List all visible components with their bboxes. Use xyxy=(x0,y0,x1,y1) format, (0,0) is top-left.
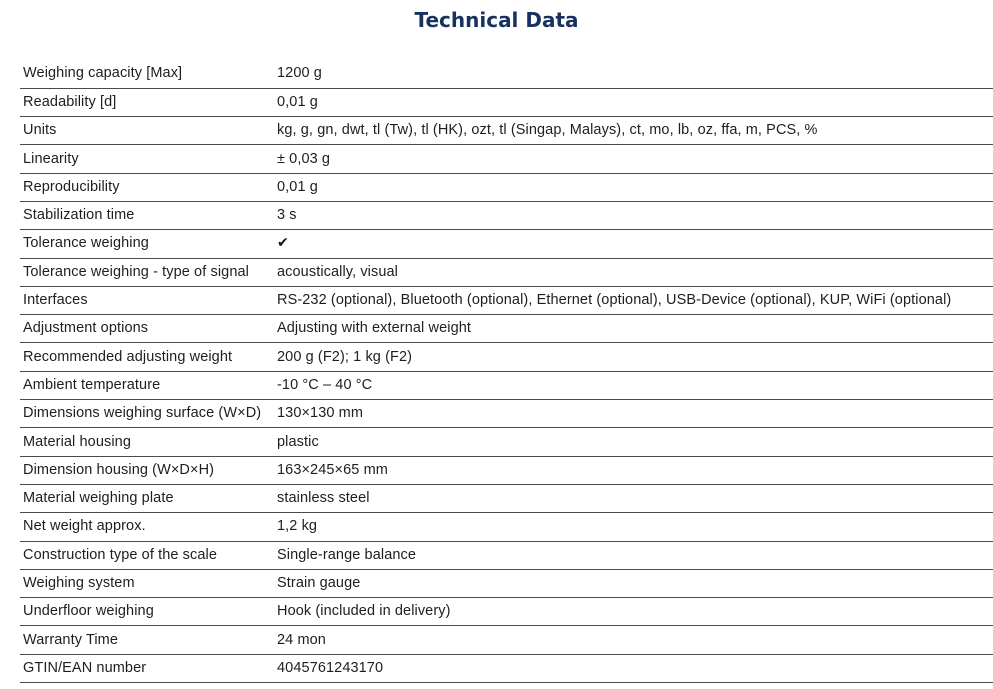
spec-table xyxy=(20,60,993,683)
table-row xyxy=(20,258,993,286)
spec-value: 200 g (F2); 1 kg (F2) xyxy=(274,343,993,371)
spec-label: Underfloor weighing xyxy=(20,598,274,626)
spec-value: 24 mon xyxy=(274,626,993,654)
table-row xyxy=(20,428,993,456)
spec-label: Interfaces xyxy=(20,286,274,314)
table-row xyxy=(20,513,993,541)
spec-label: Dimension housing (W×D×H) xyxy=(20,456,274,484)
table-row xyxy=(20,60,993,88)
table-row xyxy=(20,371,993,399)
spec-label: Construction type of the scale xyxy=(20,541,274,569)
spec-value xyxy=(274,230,993,258)
spec-label: GTIN/EAN number xyxy=(20,654,274,682)
spec-label: Reproducibility xyxy=(20,173,274,201)
spec-label: Adjustment options xyxy=(20,315,274,343)
spec-value: stainless steel xyxy=(274,484,993,512)
spec-value: Single-range balance xyxy=(274,541,993,569)
table-row xyxy=(20,541,993,569)
table-row xyxy=(20,456,993,484)
spec-value: 3 s xyxy=(274,201,993,229)
spec-label: Tolerance weighing - type of signal xyxy=(20,258,274,286)
spec-value: 1,2 kg xyxy=(274,513,993,541)
spec-label: Readability [d] xyxy=(20,88,274,116)
spec-label: Tolerance weighing xyxy=(20,230,274,258)
table-row xyxy=(20,484,993,512)
table-row xyxy=(20,400,993,428)
table-row xyxy=(20,626,993,654)
table-row xyxy=(20,315,993,343)
spec-value: ± 0,03 g xyxy=(274,145,993,173)
spec-value: 163×245×65 mm xyxy=(274,456,993,484)
spec-value: Adjusting with external weight xyxy=(274,315,993,343)
spec-value: Hook (included in delivery) xyxy=(274,598,993,626)
table-row xyxy=(20,145,993,173)
spec-value: kg, g, gn, dwt, tl (Tw), tl (HK), ozt, tl (Singap, Malays), ct, mo, lb, oz, ffa, m, PCS, % xyxy=(274,117,993,145)
table-row xyxy=(20,343,993,371)
table-row xyxy=(20,569,993,597)
table-row xyxy=(20,201,993,229)
spec-label: Weighing capacity [Max] xyxy=(20,60,274,88)
spec-value: acoustically, visual xyxy=(274,258,993,286)
spec-value: -10 °C – 40 °C xyxy=(274,371,993,399)
spec-value: Strain gauge xyxy=(274,569,993,597)
spec-label: Units xyxy=(20,117,274,145)
table-row xyxy=(20,117,993,145)
spec-label: Material weighing plate xyxy=(20,484,274,512)
check-mark-icon: ✔ xyxy=(277,235,289,252)
spec-label: Warranty Time xyxy=(20,626,274,654)
spec-value: RS-232 (optional), Bluetooth (optional), Ethernet (optional), USB-Device (optional), KUP, WiFi (optional) xyxy=(274,286,993,314)
table-row xyxy=(20,598,993,626)
spec-label: Dimensions weighing surface (W×D) xyxy=(20,400,274,428)
spec-value: 130×130 mm xyxy=(274,400,993,428)
spec-label: Ambient temperature xyxy=(20,371,274,399)
table-row xyxy=(20,173,993,201)
spec-label: Material housing xyxy=(20,428,274,456)
spec-value: 0,01 g xyxy=(274,173,993,201)
spec-value: 4045761243170 xyxy=(274,654,993,682)
spec-label: Net weight approx. xyxy=(20,513,274,541)
table-row xyxy=(20,654,993,682)
spec-value: plastic xyxy=(274,428,993,456)
spec-label: Stabilization time xyxy=(20,201,274,229)
spec-value: 0,01 g xyxy=(274,88,993,116)
spec-label: Weighing system xyxy=(20,569,274,597)
spec-label: Recommended adjusting weight xyxy=(20,343,274,371)
spec-table-body xyxy=(20,60,993,683)
spec-value: 1200 g xyxy=(274,60,993,88)
table-row xyxy=(20,88,993,116)
table-row xyxy=(20,286,993,314)
table-row xyxy=(20,230,993,258)
page-title: Technical Data xyxy=(414,8,579,32)
spec-label: Linearity xyxy=(20,145,274,173)
